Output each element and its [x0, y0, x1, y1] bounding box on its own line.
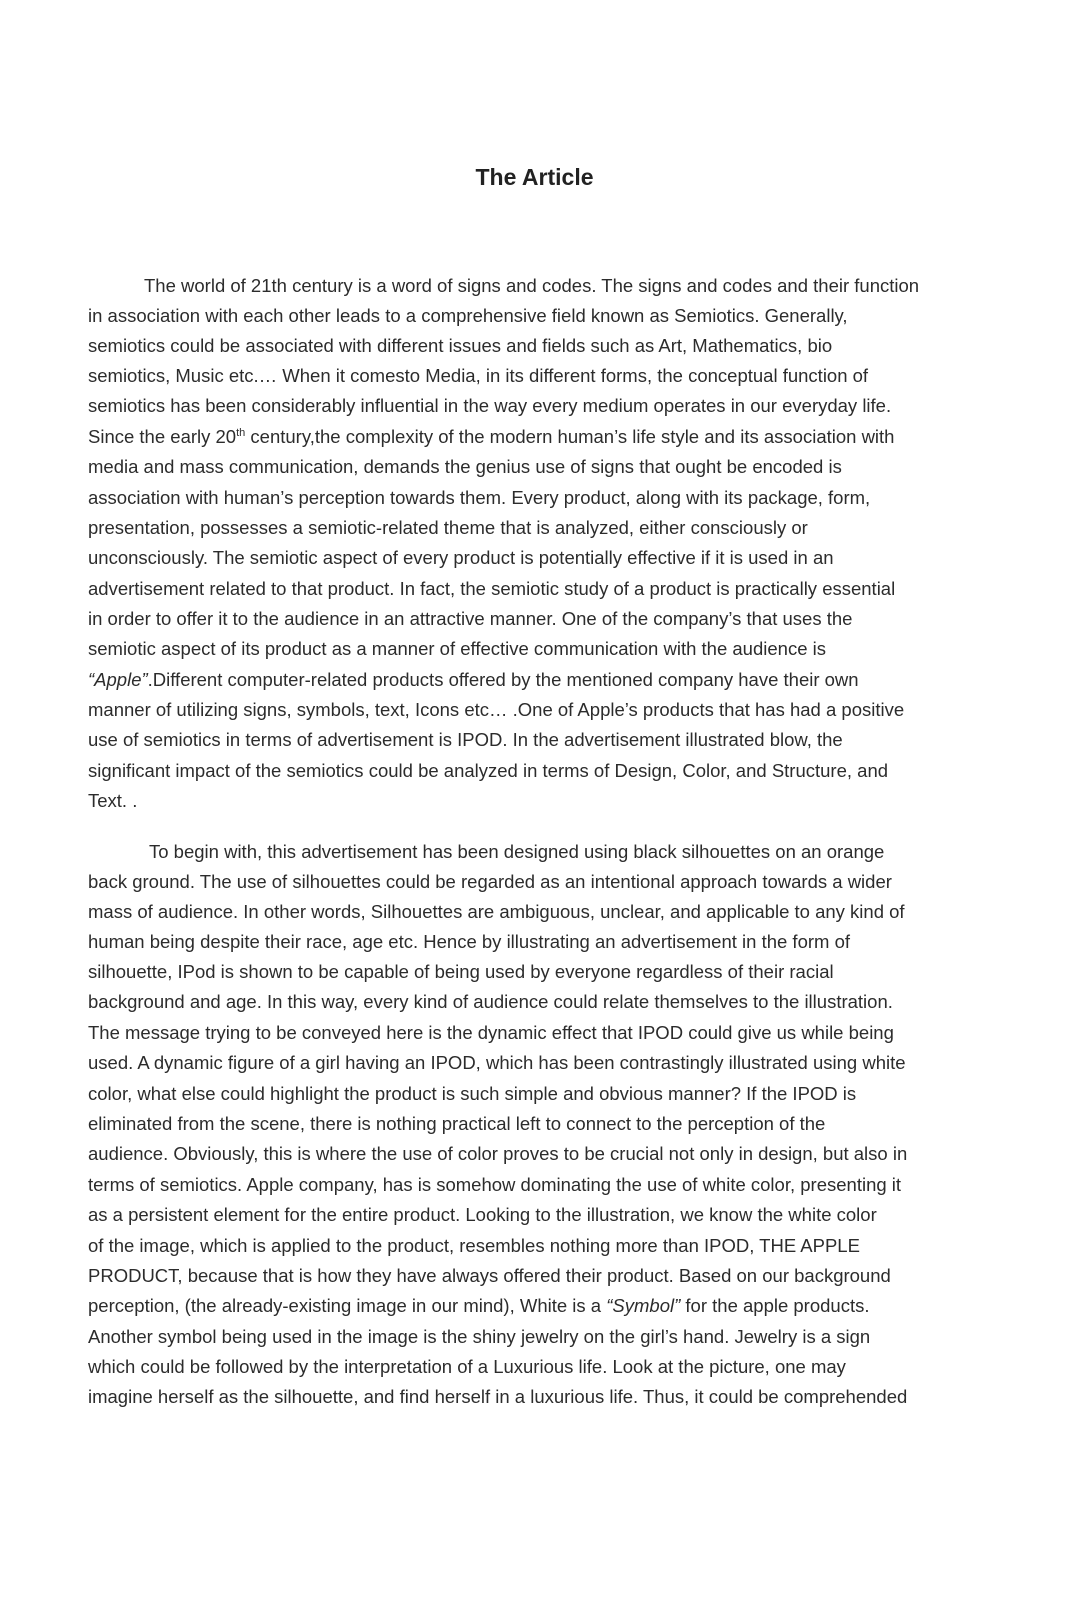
text-line: The message trying to be conveyed here is the dynamic effect that IPOD could give us while being [88, 1022, 894, 1043]
text-line [88, 1291, 993, 1321]
text-line: terms of semiotics. Apple company, has is somehow dominating the use of white color, presenting it [88, 1174, 902, 1195]
italic-text: “Symbol” [606, 1295, 681, 1316]
text-line: back ground. The use of silhouettes could be regarded as an intentional approach towards a wider [88, 871, 892, 892]
text-line: used. A dynamic figure of a girl having an IPOD, which has been contrastingly illustrated using white [88, 1052, 906, 1073]
text-line: mass of audience. In other words, Silhouettes are ambiguous, unclear, and applicable to any kind of [88, 901, 905, 922]
text-line: background and age. In this way, every kind of audience could relate themselves to the illustration. [88, 991, 893, 1012]
text-line: semiotic aspect of its product as a manner of effective communication with the audience is [88, 638, 826, 659]
text-line: as a persistent element for the entire product. Looking to the illustration, we know the white color [88, 1204, 877, 1225]
text-line: eliminated from the scene, there is nothing practical left to connect to the perception of the [88, 1113, 826, 1134]
text-line: semiotics could be associated with different issues and fields such as Art, Mathematics, bio [88, 335, 833, 356]
text-line: The world of 21th century is a word of signs and codes. The signs and codes and their function [144, 275, 920, 296]
text-line: advertisement related to that product. In fact, the semiotic study of a product is practically essential [88, 578, 896, 599]
text-line: significant impact of the semiotics could be analyzed in terms of Design, Color, and Structure, and [88, 760, 889, 781]
text-segment: century,the complexity of the modern human’s life style and its association with [245, 426, 895, 447]
text-line: audience. Obviously, this is where the use of color proves to be crucial not only in design, but also in [88, 1143, 908, 1164]
text-segment: Since the early 20 [88, 426, 237, 447]
text-line: use of semiotics in terms of advertisement is IPOD. In the advertisement illustrated blow, the [88, 729, 843, 750]
text-line: imagine herself as the silhouette, and find herself in a luxurious life. Thus, it could be comprehended [88, 1386, 908, 1407]
text-segment: for the apple products. [680, 1295, 870, 1316]
text-segment: .Different computer-related products offered by the mentioned company have their own [147, 669, 859, 690]
text-line: which could be followed by the interpretation of a Luxurious life. Look at the picture, one may [88, 1356, 846, 1377]
text-line: unconsciously. The semiotic aspect of every product is potentially effective if it is used in an [88, 547, 834, 568]
italic-text: “Apple” [88, 669, 148, 690]
text-line: in order to offer it to the audience in an attractive manner. One of the company’s that uses the [88, 608, 853, 629]
text-line: presentation, possesses a semiotic-related theme that is analyzed, either consciously or [88, 517, 808, 538]
text-line: Text. . [88, 790, 138, 811]
text-line: To begin with, this advertisement has been designed using black silhouettes on an orange [149, 841, 885, 862]
text-line: in association with each other leads to a comprehensive field known as Semiotics. Generally, [88, 305, 848, 326]
text-line: semiotics, Music etc.… When it comesto Media, in its different forms, the conceptual function of [88, 365, 869, 386]
text-line: Another symbol being used in the image is the shiny jewelry on the girl’s hand. Jewelry is a sign [88, 1326, 871, 1347]
text-line: PRODUCT, because that is how they have always offered their product. Based on our background [88, 1265, 891, 1286]
text-line [88, 422, 993, 452]
page-title: The Article [475, 164, 594, 190]
text-line: silhouette, IPod is shown to be capable of being used by everyone regardless of their racial [88, 961, 834, 982]
text-line: of the image, which is applied to the product, resembles nothing more than IPOD, THE APPLE [88, 1235, 860, 1256]
text-line: media and mass communication, demands the genius use of signs that ought be encoded is [88, 456, 842, 477]
text-line: human being despite their race, age etc. Hence by illustrating an advertisement in the form of [88, 931, 851, 952]
text-line: semiotics has been considerably influential in the way every medium operates in our everyday life. [88, 395, 892, 416]
superscript: th [236, 426, 246, 439]
text-line: association with human’s perception towards them. Every product, along with its package, form, [88, 487, 871, 508]
text-line [88, 665, 993, 695]
text-line: manner of utilizing signs, symbols, text, Icons etc… .One of Apple’s products that has had a positive [88, 699, 905, 720]
text-line: color, what else could highlight the product is such simple and obvious manner? If the IPOD is [88, 1083, 857, 1104]
text-segment: perception, (the already-existing image in our mind), White is a [88, 1295, 607, 1316]
